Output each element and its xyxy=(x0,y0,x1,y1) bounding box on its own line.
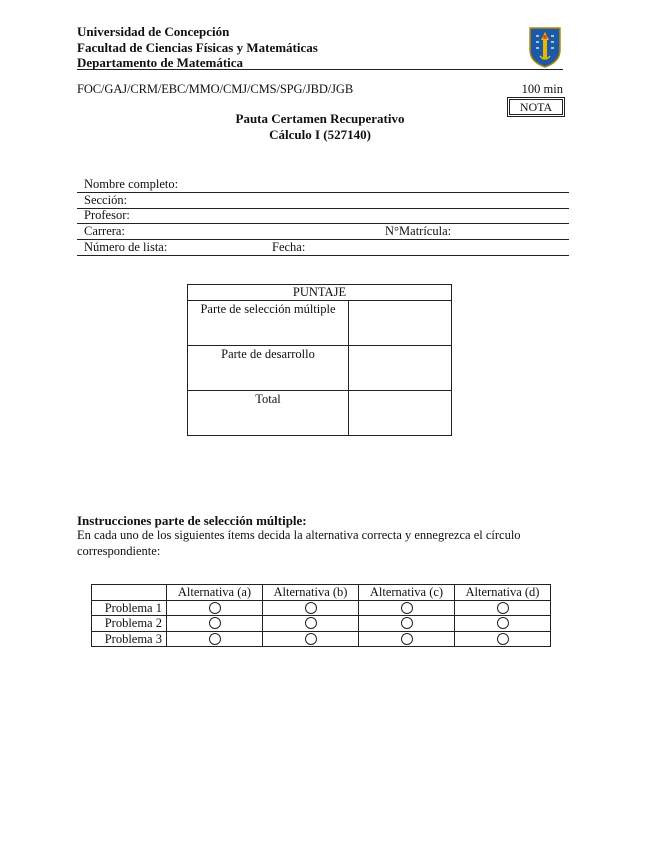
form-line xyxy=(77,208,569,209)
form-line xyxy=(77,255,569,256)
column-header: Alternativa (b) xyxy=(263,585,359,601)
list-number-label: Número de lista: xyxy=(84,240,168,254)
answer-option[interactable] xyxy=(455,631,551,647)
institution-header xyxy=(77,24,318,71)
instructions-body: En cada uno de los siguientes ítems decida la alternativa correcta y ennegrezca el círculo correspondiente: xyxy=(77,528,521,558)
score-table-header: PUNTAJE xyxy=(188,285,452,301)
answer-option[interactable] xyxy=(263,631,359,647)
exam-duration: 100 min xyxy=(521,82,563,96)
answer-circle-icon[interactable] xyxy=(209,633,221,645)
answer-circle-icon[interactable] xyxy=(497,617,509,629)
full-name-label: Nombre completo: xyxy=(84,177,179,191)
table-row xyxy=(92,600,551,616)
table-row xyxy=(92,631,551,647)
university-name: Universidad de Concepción xyxy=(77,24,230,39)
header-rule xyxy=(77,69,563,70)
author-codes: FOC/GAJ/CRM/EBC/MMO/CMJ/CMS/SPG/JBD/JGB xyxy=(77,82,354,96)
course-title: Cálculo I (527140) xyxy=(269,127,371,142)
career-label: Carrera: xyxy=(84,224,125,238)
answer-circle-icon[interactable] xyxy=(401,602,413,614)
score-cell[interactable] xyxy=(349,391,452,436)
table-row xyxy=(188,391,452,436)
score-table xyxy=(187,284,452,436)
enrollment-label: N°Matrícula: xyxy=(385,224,452,238)
professor-label: Profesor: xyxy=(84,208,130,222)
score-cell[interactable] xyxy=(349,301,452,346)
answer-circle-icon[interactable] xyxy=(305,602,317,614)
problem-label: Problema 1 xyxy=(92,600,167,616)
answer-table xyxy=(91,584,551,647)
column-header: Alternativa (a) xyxy=(167,585,263,601)
score-cell[interactable] xyxy=(349,346,452,391)
answer-option[interactable] xyxy=(359,600,455,616)
problem-label: Problema 2 xyxy=(92,616,167,632)
corner-cell xyxy=(92,585,167,601)
university-seal-icon xyxy=(528,26,562,68)
answer-option[interactable] xyxy=(167,631,263,647)
date-label: Fecha: xyxy=(272,240,306,254)
score-row-label: Total xyxy=(188,391,349,436)
answer-option[interactable] xyxy=(263,616,359,632)
score-row-label: Parte de selección múltiple xyxy=(188,301,349,346)
answer-option[interactable] xyxy=(455,616,551,632)
grade-box: NOTA xyxy=(509,99,563,115)
table-header-row xyxy=(92,585,551,601)
score-row-label: Parte de desarrollo xyxy=(188,346,349,391)
answer-option[interactable] xyxy=(167,616,263,632)
instructions-title: Instrucciones parte de selección múltiple: xyxy=(77,513,307,528)
answer-circle-icon[interactable] xyxy=(209,602,221,614)
table-row xyxy=(92,616,551,632)
answer-option[interactable] xyxy=(359,631,455,647)
answer-circle-icon[interactable] xyxy=(497,602,509,614)
table-row xyxy=(188,346,452,391)
answer-circle-icon[interactable] xyxy=(305,617,317,629)
column-header: Alternativa (d) xyxy=(455,585,551,601)
table-row xyxy=(188,301,452,346)
answer-option[interactable] xyxy=(167,600,263,616)
form-line xyxy=(77,223,569,224)
answer-option[interactable] xyxy=(359,616,455,632)
answer-circle-icon[interactable] xyxy=(305,633,317,645)
answer-circle-icon[interactable] xyxy=(401,617,413,629)
answer-option[interactable] xyxy=(455,600,551,616)
department-name: Departamento de Matemática xyxy=(77,55,244,70)
answer-circle-icon[interactable] xyxy=(209,617,221,629)
section-label: Sección: xyxy=(84,193,128,207)
answer-circle-icon[interactable] xyxy=(401,633,413,645)
problem-label: Problema 3 xyxy=(92,631,167,647)
column-header: Alternativa (c) xyxy=(359,585,455,601)
form-line xyxy=(77,192,569,193)
exam-title: Pauta Certamen Recuperativo xyxy=(235,111,405,126)
faculty-name: Facultad de Ciencias Físicas y Matemáticas xyxy=(77,39,318,55)
answer-circle-icon[interactable] xyxy=(497,633,509,645)
answer-option[interactable] xyxy=(263,600,359,616)
